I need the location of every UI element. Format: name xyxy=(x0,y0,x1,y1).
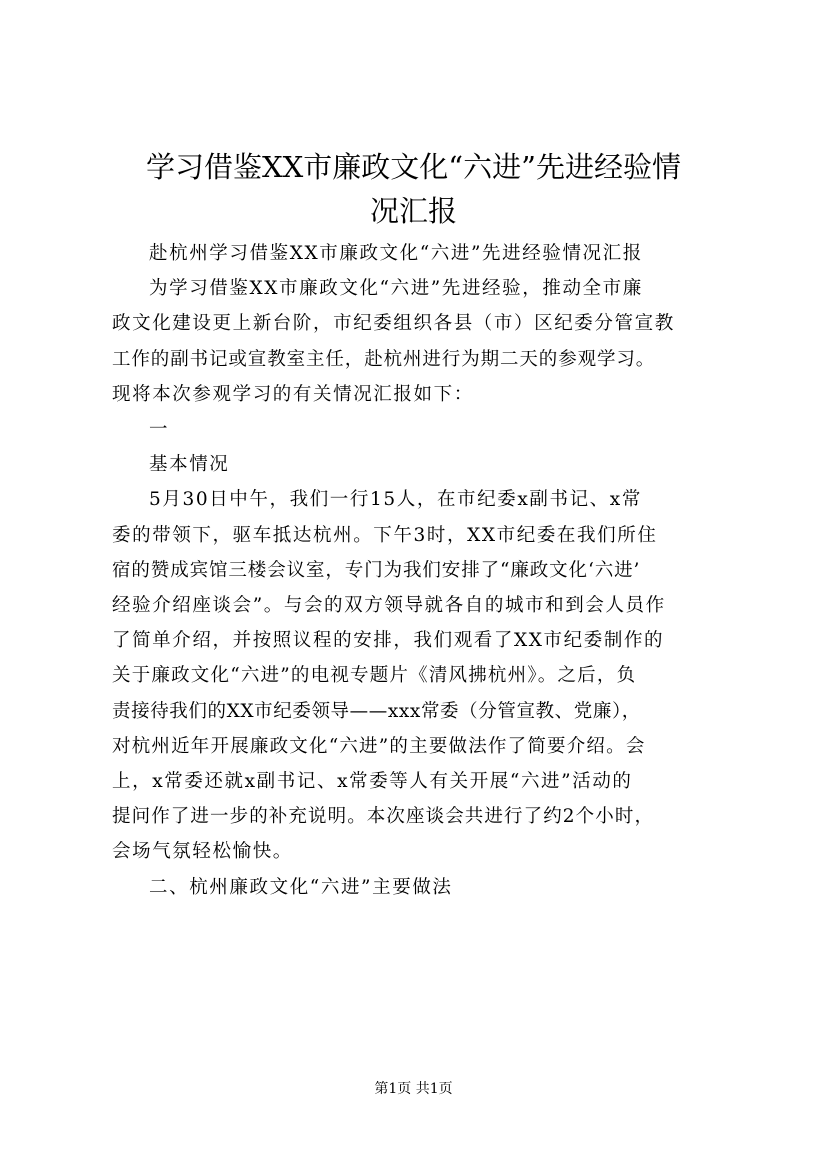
subtitle-paragraph xyxy=(112,236,724,271)
paragraph-line: 政文化建设更上新台阶，市纪委组织各县（市）区纪委分管宣教 xyxy=(112,313,675,335)
paragraph-line: 为学习借鉴XX市廉政文化“六进”先进经验，推动全市廉 xyxy=(149,278,643,300)
document-body xyxy=(112,236,724,905)
document-title xyxy=(90,145,737,233)
page-footer: 第1页 共1页 xyxy=(374,1081,453,1097)
title-line-1: 学习借鉴XX市廉政文化“六进”先进经验情 xyxy=(146,150,681,184)
paragraph-line: 二、杭州廉政文化“六进”主要做法 xyxy=(149,876,453,898)
paragraph-line: 对杭州近年开展廉政文化“六进”的主要做法作了简要介绍。会 xyxy=(112,735,646,757)
paragraph-line: 会场气氛轻松愉快。 xyxy=(112,841,293,863)
section-heading xyxy=(112,870,724,905)
paragraph-line: 了简单介绍，并按照议程的安排，我们观看了XX市纪委制作的 xyxy=(112,630,665,652)
paragraph-line: 经验介绍座谈会”。与会的双方领导就各自的城市和到会人员作 xyxy=(112,595,666,617)
paragraph-line: 委的带领下，驱车抵达杭州。下午3时，XX市纪委在我们所住 xyxy=(112,524,658,546)
section-heading xyxy=(112,447,724,482)
paragraph-line: 一 xyxy=(149,419,170,441)
section-number xyxy=(112,412,724,447)
paragraph-line: 责接待我们的XX市纪委领导——xxx常委（分管宣教、党廉）， xyxy=(112,700,641,722)
details-paragraph xyxy=(112,482,724,869)
intro-paragraph xyxy=(112,271,724,412)
paragraph-line: 关于廉政文化“六进”的电视专题片《清风拂杭州》。之后，负 xyxy=(112,665,637,687)
paragraph-line: 提问作了进一步的补充说明。本次座谈会共进行了约2个小时， xyxy=(112,806,655,828)
paragraph-line: 赴杭州学习借鉴XX市廉政文化“六进”先进经验情况汇报 xyxy=(149,243,643,264)
paragraph-line: 上，x常委还就x副书记、x常委等人有关开展“六进”活动的 xyxy=(112,771,633,793)
paragraph-line: 基本情况 xyxy=(149,454,230,476)
paragraph-line: 现将本次参观学习的有关情况汇报如下： xyxy=(112,383,474,405)
paragraph-line: 宿的赞成宾馆三楼会议室，专门为我们安排了“廉政文化‘六进’ xyxy=(112,559,641,581)
paragraph-line: 工作的副书记或宣教室主任，赴杭州进行为期二天的参观学习。 xyxy=(112,348,656,370)
paragraph-line: 5月30日中午，我们一行15人，在市纪委x副书记、x常 xyxy=(149,489,642,511)
title-line-2: 况汇报 xyxy=(369,194,457,228)
